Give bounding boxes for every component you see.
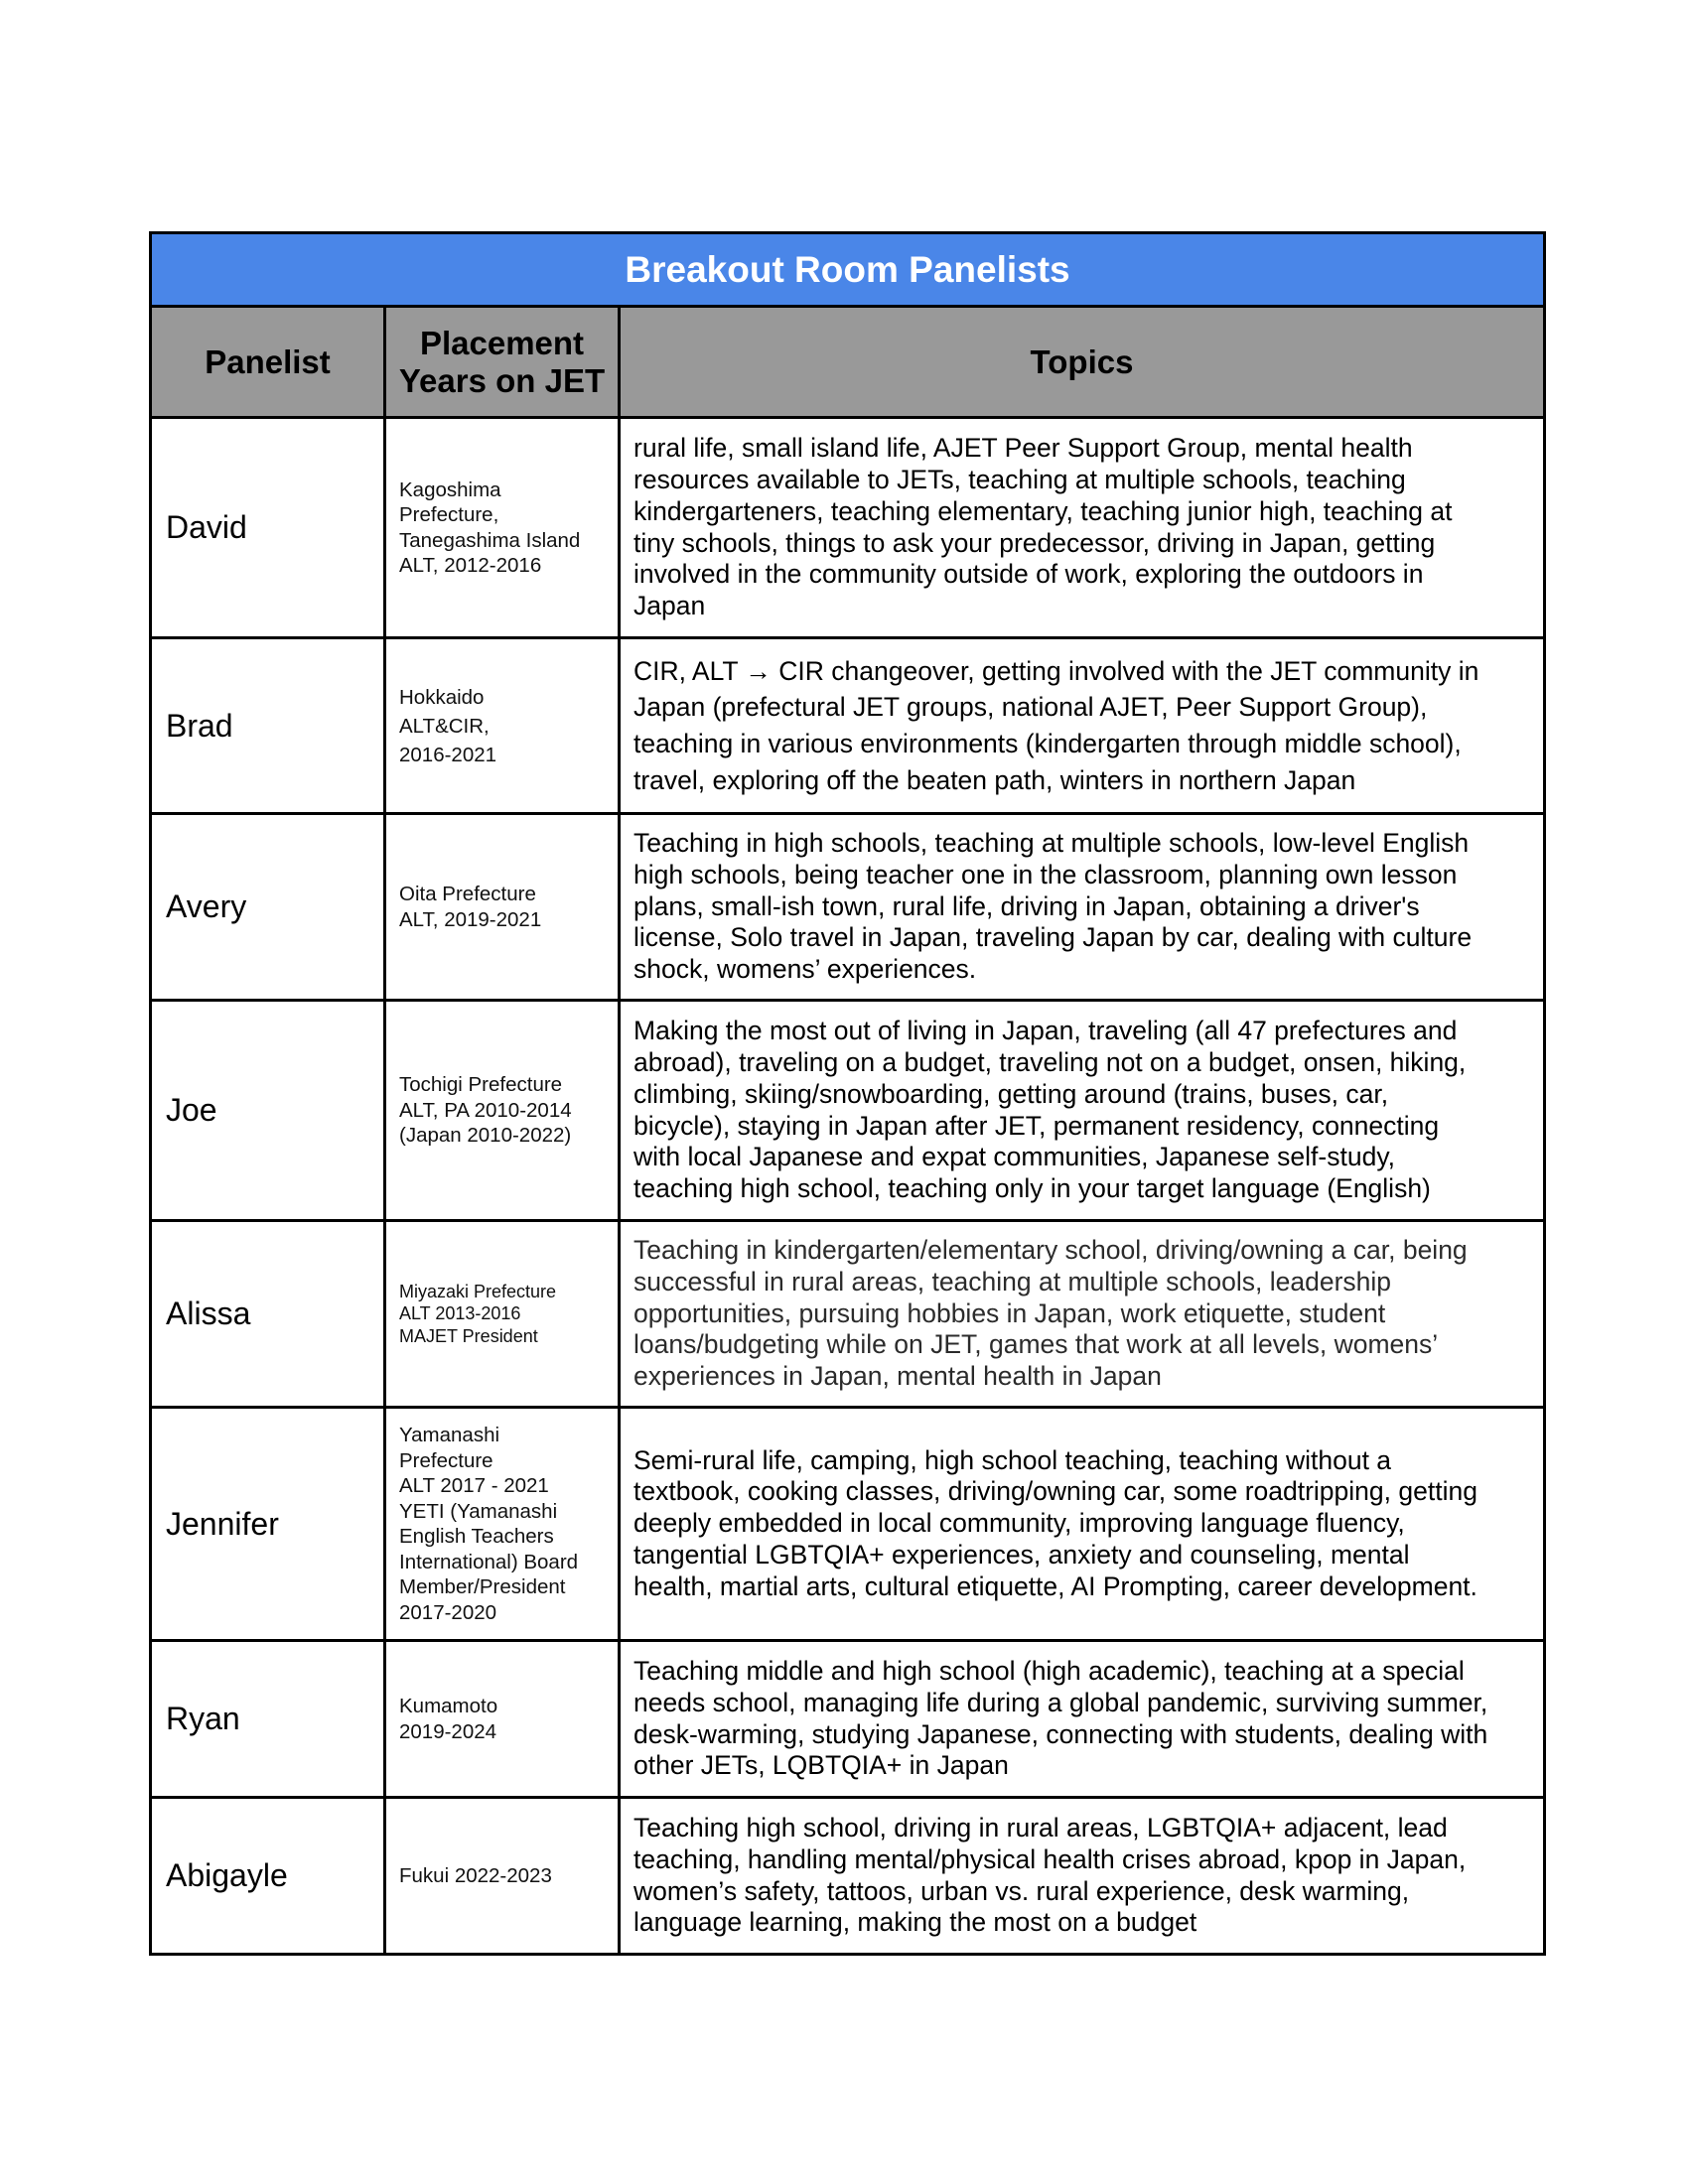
- placement-cell: [385, 418, 620, 638]
- placement-line: ALT 2013-2016: [399, 1303, 521, 1324]
- topics-line: opportunities, pursuing hobbies in Japan, work etiquette, student: [633, 1297, 1386, 1328]
- placement-line: ALT 2017 - 2021: [399, 1474, 549, 1497]
- topics-line: Teaching middle and high school (high academic), teaching at a special: [633, 1655, 1465, 1686]
- header-panelist: Panelist: [151, 307, 385, 418]
- topics-line: Japan (prefectural JET groups, national AJET, Peer Support Group),: [633, 692, 1428, 723]
- table-row: [151, 1798, 1545, 1955]
- topics-line: successful in rural areas, teaching at multiple schools, leadership: [633, 1266, 1392, 1297]
- topics-cell: [620, 1408, 1545, 1641]
- placement-line: Tochigi Prefecture: [399, 1073, 563, 1097]
- topics-line: deeply embedded in local community, improving language fluency,: [633, 1508, 1405, 1539]
- header-placement-line1: Placement: [419, 324, 585, 361]
- placement-cell: [385, 1221, 620, 1408]
- placement-line: Member/President: [399, 1575, 566, 1598]
- placement-line: ALT&CIR,: [399, 714, 490, 738]
- placement-line: 2017-2020: [399, 1600, 497, 1624]
- topics-line: language learning, making the most on a budget: [633, 1907, 1197, 1938]
- placement-line: Hokkaido: [399, 685, 485, 709]
- header-topics: Topics: [620, 307, 1545, 418]
- topics-line: with local Japanese and expat communities, Japanese self-study,: [633, 1142, 1395, 1172]
- placement-cell: [385, 1408, 620, 1641]
- topics-line: climbing, skiing/snowboarding, getting around (trains, buses, car,: [633, 1078, 1389, 1109]
- table-row: [151, 814, 1545, 1001]
- topics-line: teaching, handling mental/physical health crises abroad, kpop in Japan,: [633, 1843, 1467, 1874]
- placement-cell: [385, 1798, 620, 1955]
- table-row: [151, 418, 1545, 638]
- topics-line: bicycle), staying in Japan after JET, permanent residency, connecting: [633, 1110, 1440, 1141]
- placement-line: English Teachers: [399, 1525, 554, 1548]
- topics-line: teaching high school, teaching only in your target language (English): [633, 1173, 1431, 1204]
- placement-line: Kumamoto: [399, 1695, 498, 1717]
- header-row: [151, 307, 1545, 418]
- topics-cell: [620, 1001, 1545, 1221]
- table-title: Breakout Room Panelists: [151, 233, 1545, 307]
- panelist-name: Alissa: [151, 1221, 385, 1408]
- panelist-name: David: [151, 418, 385, 638]
- topics-line: tiny schools, things to ask your predecessor, driving in Japan, getting: [633, 527, 1436, 558]
- topics-cell: [620, 814, 1545, 1001]
- topics-line: license, Solo travel in Japan, traveling Japan by car, dealing with culture: [633, 922, 1473, 953]
- panelists-table: [149, 231, 1546, 1956]
- placement-line: Tanegashima Island: [399, 528, 581, 552]
- topics-line: kindergarteners, teaching elementary, teaching junior high, teaching at: [633, 495, 1453, 526]
- table-row: [151, 1408, 1545, 1641]
- placement-line: ALT, PA 2010-2014: [399, 1098, 572, 1122]
- topics-line: desk-warming, studying Japanese, connecting with students, dealing with: [633, 1718, 1488, 1749]
- topics-cell: [620, 1798, 1545, 1955]
- placement-cell: [385, 814, 620, 1001]
- placement-line: 2019-2024: [399, 1719, 497, 1743]
- topics-line: rural life, small island life, AJET Peer Support Group, mental health: [633, 433, 1413, 464]
- placement-line: Kagoshima: [399, 478, 501, 501]
- placement-line: International) Board: [399, 1550, 579, 1573]
- header-placement: [385, 307, 620, 418]
- panelist-name: Avery: [151, 814, 385, 1001]
- topics-line: other JETs, LQBTQIA+ in Japan: [633, 1750, 1009, 1781]
- topics-line: experiences in Japan, mental health in Japan: [633, 1361, 1162, 1392]
- placement-line: 2016-2021: [399, 743, 497, 766]
- title-row: [151, 233, 1545, 307]
- placement-cell: [385, 1641, 620, 1798]
- placement-cell: [385, 638, 620, 814]
- placement-line: MAJET President: [399, 1325, 538, 1346]
- header-placement-line2: Years on JET: [398, 361, 606, 399]
- placement-line: Prefecture,: [399, 503, 499, 526]
- placement-line: Fukui 2022-2023: [399, 1863, 552, 1887]
- panelist-name: Ryan: [151, 1641, 385, 1798]
- panelist-name: Brad: [151, 638, 385, 814]
- topics-cell: [620, 638, 1545, 814]
- topics-line: tangential LGBTQIA+ experiences, anxiety and counseling, mental: [633, 1539, 1410, 1570]
- placement-line: YETI (Yamanashi: [399, 1499, 558, 1523]
- topics-cell: [620, 1641, 1545, 1798]
- table-row: [151, 1641, 1545, 1798]
- topics-line: Teaching high school, driving in rural areas, LGBTQIA+ adjacent, lead: [633, 1812, 1448, 1843]
- topics-line: plans, small-ish town, rural life, driving in Japan, obtaining a driver's: [633, 890, 1420, 921]
- placement-line: Prefecture: [399, 1448, 493, 1472]
- topics-line: loans/budgeting while on JET, games that work at all levels, womens’: [633, 1329, 1439, 1360]
- panelist-name: Jennifer: [151, 1408, 385, 1641]
- topics-cell: [620, 418, 1545, 638]
- topics-line: textbook, cooking classes, driving/owning car, some roadtripping, getting: [633, 1476, 1477, 1507]
- placement-line: (Japan 2010-2022): [399, 1124, 572, 1148]
- placement-line: Oita Prefecture: [399, 883, 536, 905]
- topics-line: needs school, managing life during a global pandemic, surviving summer,: [633, 1687, 1488, 1717]
- topics-line: CIR, ALT → CIR changeover, getting involved with the JET community in: [633, 655, 1479, 686]
- panelist-name: Joe: [151, 1001, 385, 1221]
- topics-line: Making the most out of living in Japan, traveling (all 47 prefectures and: [633, 1016, 1458, 1046]
- placement-line: ALT, 2012-2016: [399, 554, 542, 577]
- placement-line: Yamanashi: [399, 1424, 500, 1446]
- panelist-name: Abigayle: [151, 1798, 385, 1955]
- topics-line: teaching in various environments (kindergarten through middle school),: [633, 729, 1462, 758]
- topics-line: shock, womens’ experiences.: [633, 954, 977, 985]
- table-row: [151, 1221, 1545, 1408]
- topics-line: women’s safety, tattoos, urban vs. rural experience, desk warming,: [633, 1875, 1410, 1906]
- table-row: [151, 638, 1545, 814]
- topics-line: high schools, being teacher one in the classroom, planning own lesson: [633, 859, 1458, 889]
- table-row: [151, 1001, 1545, 1221]
- topics-line: abroad), traveling on a budget, traveling not on a budget, onsen, hiking,: [633, 1046, 1467, 1077]
- topics-line: health, martial arts, cultural etiquette, AI Prompting, career development.: [633, 1570, 1477, 1601]
- topics-line: Japan: [633, 591, 706, 621]
- topics-line: Teaching in kindergarten/elementary school, driving/owning a car, being: [633, 1235, 1468, 1265]
- topics-cell: [620, 1221, 1545, 1408]
- topics-line: Semi-rural life, camping, high school teaching, teaching without a: [633, 1444, 1392, 1475]
- topics-line: involved in the community outside of work, exploring the outdoors in: [633, 559, 1424, 590]
- topics-line: resources available to JETs, teaching at multiple schools, teaching: [633, 464, 1406, 494]
- topics-line: Teaching in high schools, teaching at multiple schools, low-level English: [633, 828, 1470, 858]
- placement-line: Miyazaki Prefecture: [399, 1281, 557, 1301]
- placement-cell: [385, 1001, 620, 1221]
- placement-line: ALT, 2019-2021: [399, 907, 542, 931]
- topics-line: travel, exploring off the beaten path, winters in northern Japan: [633, 764, 1356, 795]
